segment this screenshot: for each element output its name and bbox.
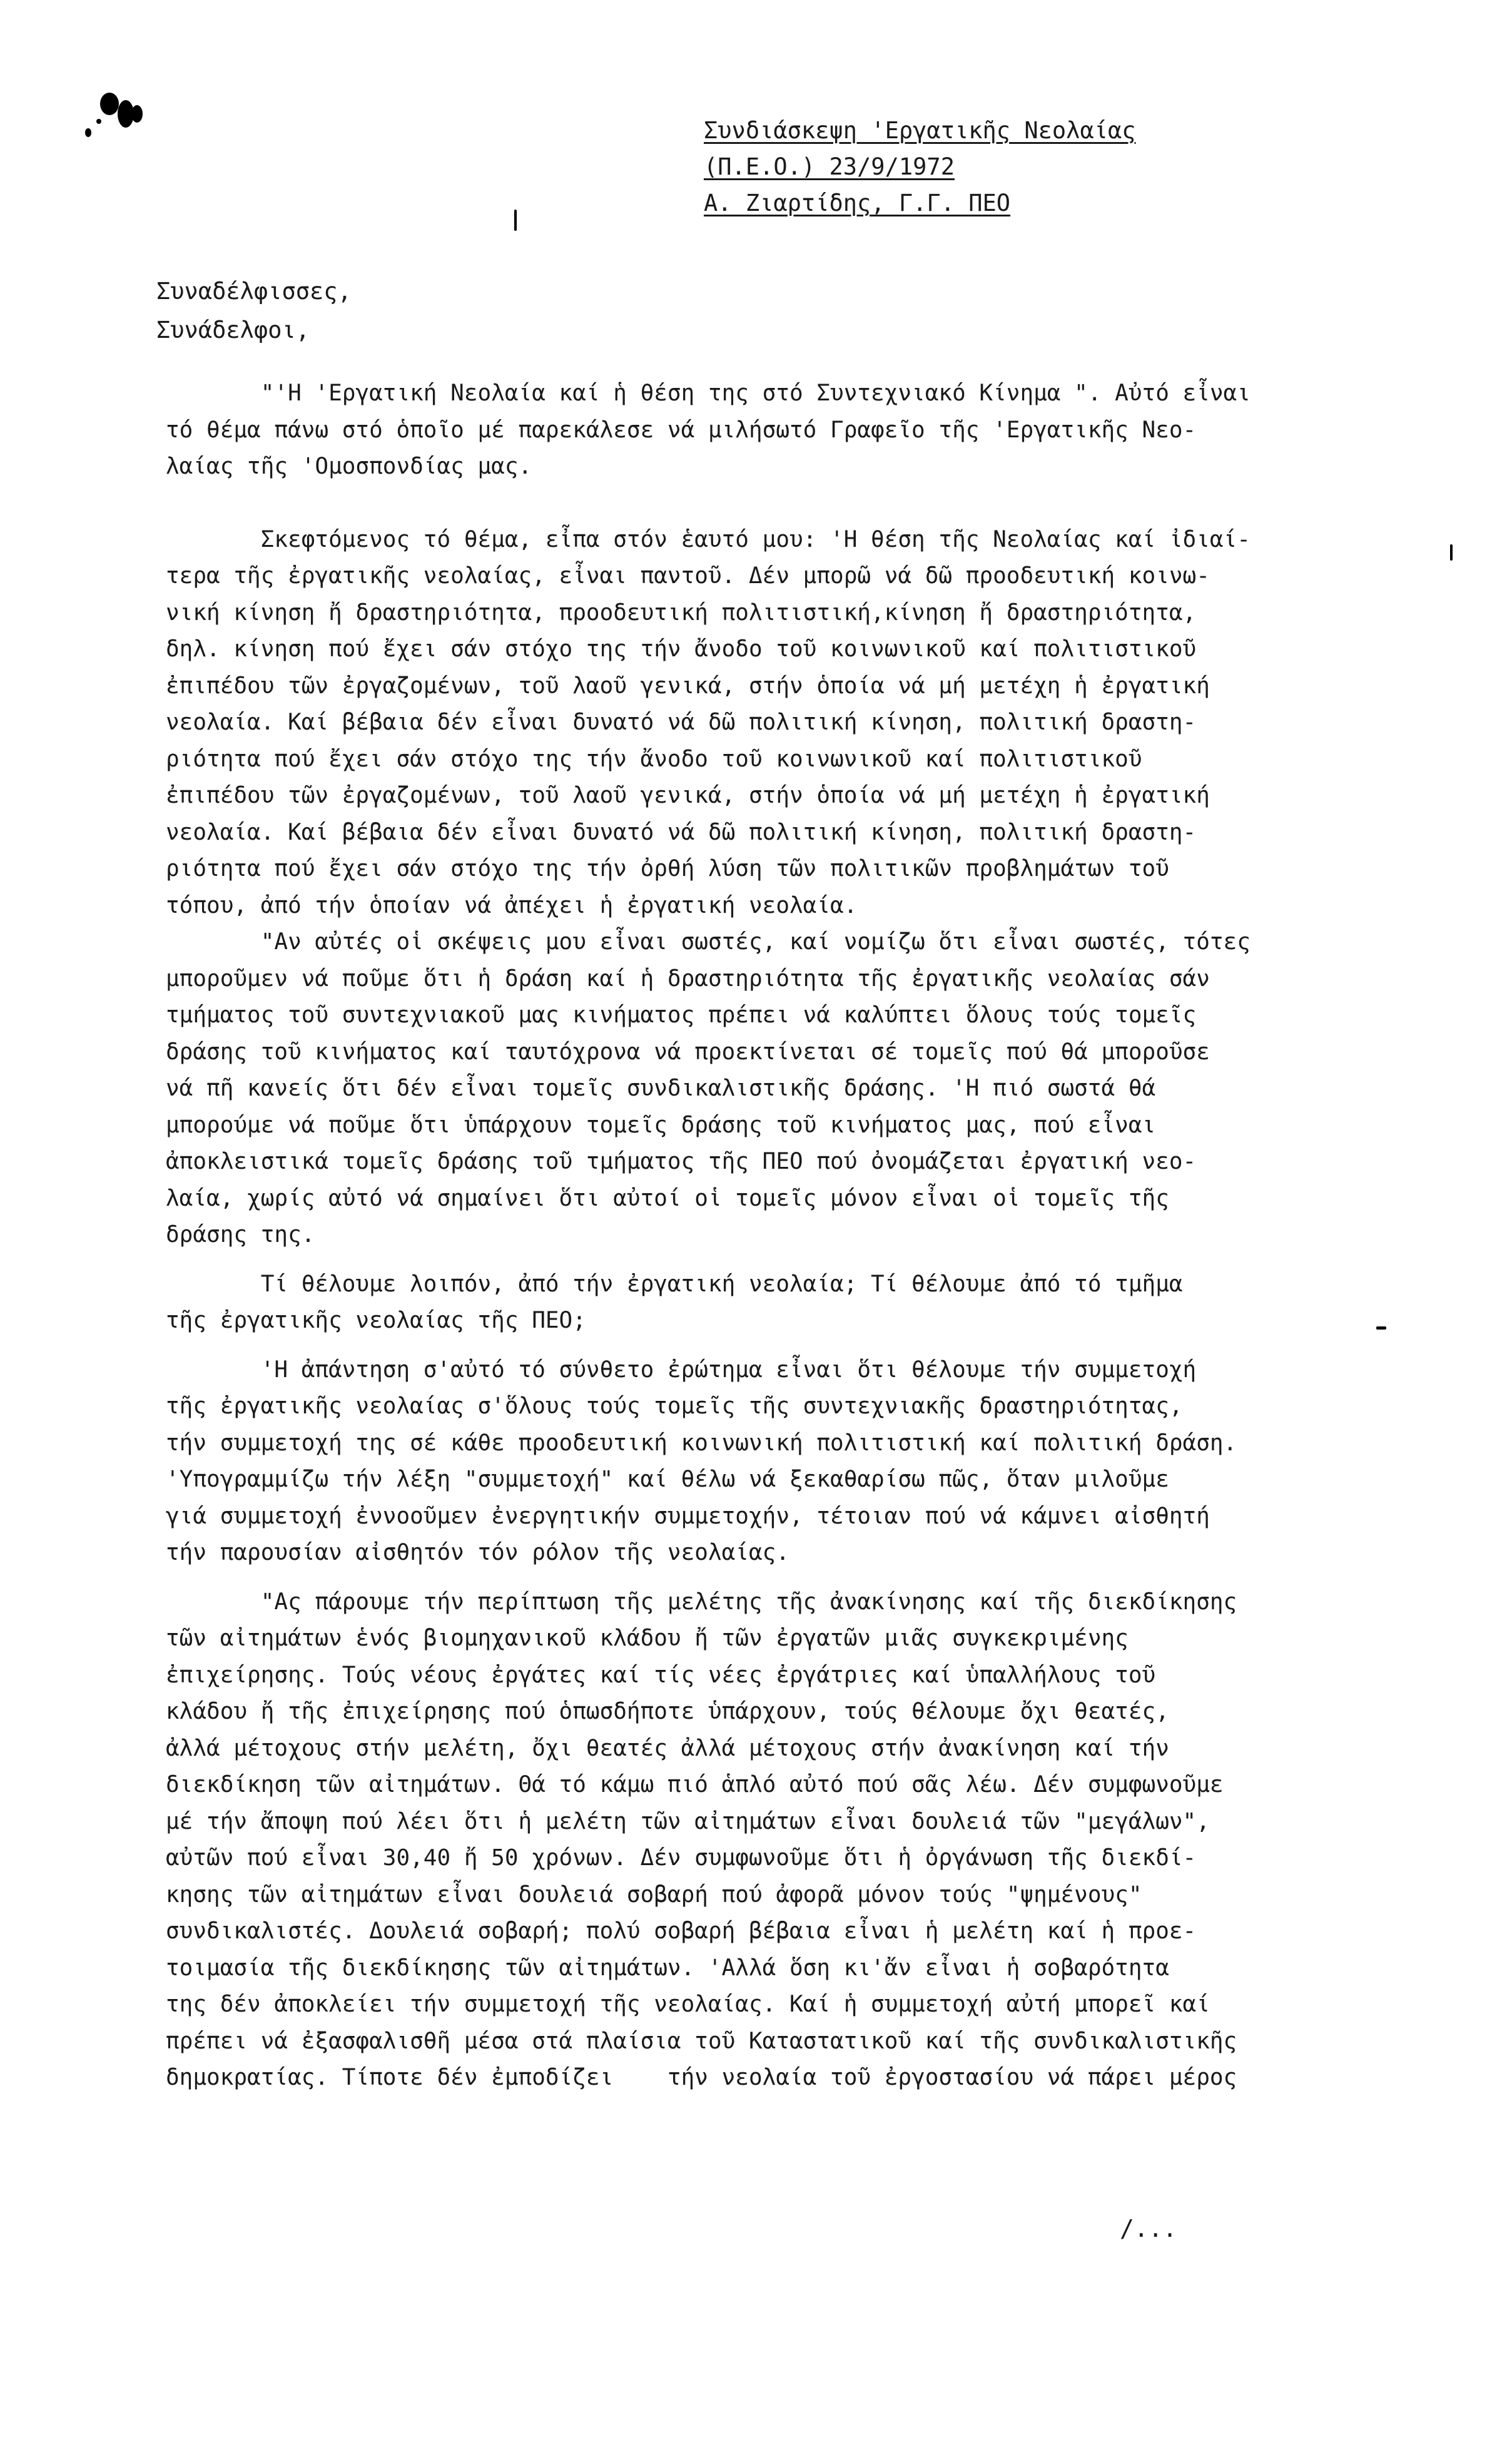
text-line: πρέπει νά ἐξασφαλισθῆ μέσα στά πλαίσια τοῦ Καταστατικοῦ καί τῆς συνδικαλιστικῆς <box>166 2028 1237 2054</box>
text-line: 'Υπογραμμίζω τήν λέξη "συμμετοχή" καί θέλω νά ξεκαθαρίσω πῶς, ὅταν μιλοῦμε <box>166 1467 1169 1492</box>
text-line: τήν συμμετοχή της σέ κάθε προοδευτική κοινωνική πολιτιστική καί πολιτική δράση. <box>166 1430 1237 1456</box>
text-line: λαίας τῆς 'Ομοσπονδίας μας. <box>166 454 532 479</box>
text-line: δράσης της. <box>166 1222 315 1248</box>
ink-speck <box>100 93 119 115</box>
text-line: γιά συμμετοχή ἐννοοῦμεν ἐνεργητικήν συμμετοχήν, τέτοιαν πού νά κάμνει αἰσθητή <box>166 1503 1210 1529</box>
text-line: αὐτῶν πού εἶναι 30,40 ἤ 50 χρόνων. Δέν συμφωνοῦμε ὅτι ἡ ὀργάνωση τῆς διεκδί- <box>166 1845 1197 1871</box>
text-line: τῆς ἐργατικῆς νεολαίας τῆς ΠΕΟ; <box>166 1308 586 1333</box>
text-line: ἀποκλειστικά τομεῖς δράσης τοῦ τμήματος τῆς ΠΕΟ πού ὀνομάζεται ἐργατική νεο- <box>166 1149 1197 1174</box>
text-line: ἀλλά μέτοχους στήν μελέτη, ὄχι θεατές ἀλλά μέτοχους στήν ἀνακίνηση καί τήν <box>166 1735 1169 1761</box>
text-line: τερα τῆς ἐργατικῆς νεολαίας, εἶναι παντοῦ. Δέν μπορῶ νά δῶ προοδευτική κοινω- <box>166 563 1210 589</box>
text-line: "'Η 'Εργατική Νεολαία καί ἡ θέση της στό Συντεχνιακό Κίνημα ". Αὐτό εἶναι <box>166 380 1251 406</box>
text-line: "Αν αὐτές οἱ σκέψεις μου εἶναι σωστές, καί νομίζω ὅτι εἶναι σωστές, τότες <box>166 929 1251 955</box>
text-line: νεολαία. Καί βέβαια δέν εἶναι δυνατό νά δῶ πολιτική κίνηση, πολιτική δραστη- <box>166 819 1197 845</box>
text-line: δηλ. κίνηση πού ἔχει σάν στόχο της τήν ἄνοδο τοῦ κοινωνικοῦ καί πολιτιστικοῦ <box>166 636 1197 662</box>
text-line: ἐπιπέδου τῶν ἐργαζομένων, τοῦ λαοῦ γενικά, στήν ὁποία νά μή μετέχη ἡ ἐργατική <box>166 783 1210 808</box>
text-line: Σκεφτόμενος τό θέμα, εἶπα στόν ἑαυτό μου: 'Η θέση τῆς Νεολαίας καί ἰδιαί- <box>166 526 1251 552</box>
text-line: της δέν ἀποκλείει τήν συμμετοχή τῆς νεολαίας. Καί ἡ συμμετοχή αὐτή μπορεῖ καί <box>166 1992 1210 2017</box>
salutation-line: Συναδέλφισσες, <box>156 278 352 305</box>
paragraph-1 <box>166 375 1417 486</box>
text-line: ριότητα πού ἔχει σάν στόχο της τήν ἄνοδο τοῦ κοινωνικοῦ καί πολιτιστικοῦ <box>166 746 1142 772</box>
paragraph-2 <box>166 522 1417 925</box>
text-line: μέ τήν ἄποψη πού λέει ὅτι ἡ μελέτη τῶν αἰτημάτων εἶναι δουλειά τῶν "μεγάλων", <box>166 1808 1210 1834</box>
text-line: διεκδίκηση τῶν αἰτημάτων. Θά τό κάμω πιό ἁπλό αὐτό πού σᾶς λέω. Δέν συμφωνοῦμε <box>166 1772 1224 1798</box>
paragraph-5 <box>166 1352 1417 1572</box>
text-line: 'Η ἀπάντηση σ'αὐτό τό σύνθετο ἐρώτημα εἶναι ὅτι θέλουμε τήν συμμετοχή <box>166 1356 1197 1383</box>
ink-speck <box>85 128 91 137</box>
text-line: κλάδου ἤ τῆς ἐπιχείρησης πού ὁπωσδήποτε ὑπάρχουν, τούς θέλουμε ὄχι θεατές, <box>166 1699 1169 1724</box>
salutation-line: Συνάδελφοι, <box>156 317 310 343</box>
header-line-date: (Π.Ε.Ο.) 23/9/1972 <box>704 153 955 180</box>
paragraph-4 <box>166 1266 1417 1340</box>
paragraph-6 <box>166 1584 1417 2097</box>
text-line: ἐπιπέδου τῶν ἐργαζομένων, τοῦ λαοῦ γενικά, στήν ὁποία νά μή μετέχη ἡ ἐργατική <box>166 673 1210 699</box>
text-line: μπορούμε νά ποῦμε ὅτι ὑπάρχουν τομεῖς δράσης τοῦ κινήματος μας, πού εἶναι <box>166 1112 1156 1138</box>
text-line: τήν παρουσίαν αἰσθητόν τόν ρόλον τῆς νεολαίας. <box>166 1540 789 1565</box>
text-line: δράσης τοῦ κινήματος καί ταυτόχρονα νά προεκτίνεται σέ τομεῖς πού θά μποροῦσε <box>166 1039 1210 1065</box>
text-line: λαία, χωρίς αὐτό νά σημαίνει ὅτι αὐτοί οἱ τομεῖς μόνον εἶναι οἱ τομεῖς τῆς <box>166 1185 1169 1211</box>
text-line: μποροῦμεν νά ποῦμε ὅτι ἡ δράση καί ἡ δραστηριότητα τῆς ἐργατικῆς νεολαίας σάν <box>166 965 1210 992</box>
continuation-marker: /... <box>1120 2215 1177 2242</box>
text-line: δημοκρατίας. Τίποτε δέν ἐμποδίζει τήν νεολαία τοῦ ἐργοστασίου νά πάρει μέρος <box>166 2065 1237 2090</box>
text-line: τό θέμα πάνω στό ὁποῖο μέ παρεκάλεσε νά μιλήσωτό Γραφεῖο τῆς 'Εργατικῆς Νεο- <box>166 417 1197 443</box>
text-line: Τί θέλουμε λοιπόν, ἀπό τήν ἐργατική νεολαία; Τί θέλουμε ἀπό τό τμῆμα <box>166 1271 1183 1297</box>
paragraph-3 <box>166 924 1417 1254</box>
text-line: συνδικαλιστές. Δουλειά σοβαρή; πολύ σοβαρή βέβαια εἶναι ἡ μελέτη καί ἡ προε- <box>166 1918 1197 1944</box>
text-line: τόπου, ἀπό τήν ὁποίαν νά ἀπέχει ἡ ἐργατική νεολαία. <box>166 892 858 918</box>
text-line: τοιμασία τῆς διεκδίκησης τῶν αἰτημάτων. 'Αλλά ὅση κι'ἄν εἶναι ἡ σοβαρότητα <box>166 1955 1169 1981</box>
header-line-conference: Συνδιάσκεψη 'Εργατικῆς Νεολαίας <box>704 117 1136 144</box>
text-line: νική κίνηση ἤ δραστηριότητα, προοδευτική πολιτιστική,κίνηση ἤ δραστηριότητα, <box>166 599 1197 626</box>
text-line: τῆς ἐργατικῆς νεολαίας σ'ὅλους τούς τομεῖς τῆς συντεχνιακῆς δραστηριότητας, <box>166 1393 1183 1419</box>
text-line: ἐπιχείρησης. Τούς νέους ἐργάτες καί τίς νέες ἐργάτριες καί ὑπαλλήλους τοῦ <box>166 1662 1156 1688</box>
text-line: νεολαία. Καί βέβαια δέν εἶναι δυνατό νά δῶ πολιτική κίνηση, πολιτική δραστη- <box>166 710 1197 735</box>
document-header <box>704 113 1204 221</box>
header-line-author: Α. Ζιαρτίδης, Γ.Γ. ΠΕΟ <box>704 190 1011 216</box>
ink-speck <box>96 119 101 124</box>
speech-body <box>166 375 1417 2097</box>
salutation <box>156 272 352 350</box>
text-line: τῶν αἰτημάτων ἑνός βιομηχανικοῦ κλάδου ἤ τῶν ἐργατῶν μιᾶς συγκεκριμένης <box>166 1625 1129 1651</box>
text-line: κησης τῶν αἰτημάτων εἶναι δουλειά σοβαρή πού ἀφορᾶ μόνον τούς "ψημένους" <box>166 1881 1142 1908</box>
text-line: "Ας πάρουμε τήν περίπτωση τῆς μελέτης τῆς ἀνακίνησης καί τῆς διεκδίκησης <box>166 1589 1237 1615</box>
ink-speck <box>1450 544 1453 561</box>
text-line: ριότητα πού ἔχει σάν στόχο της τήν ὀρθή λύση τῶν πολιτικῶν προβλημάτων τοῦ <box>166 856 1169 882</box>
text-line: νά πῆ κανείς ὅτι δέν εἶναι τομεῖς συνδικαλιστικῆς δράσης. 'Η πιό σωστά θά <box>166 1076 1156 1101</box>
ink-speck <box>514 210 517 231</box>
ink-speck <box>131 105 143 123</box>
text-line: τμήματος τοῦ συντεχνιακοῦ μας κινήματος πρέπει νά καλύπτει ὅλους τούς τομεῖς <box>166 1002 1197 1028</box>
